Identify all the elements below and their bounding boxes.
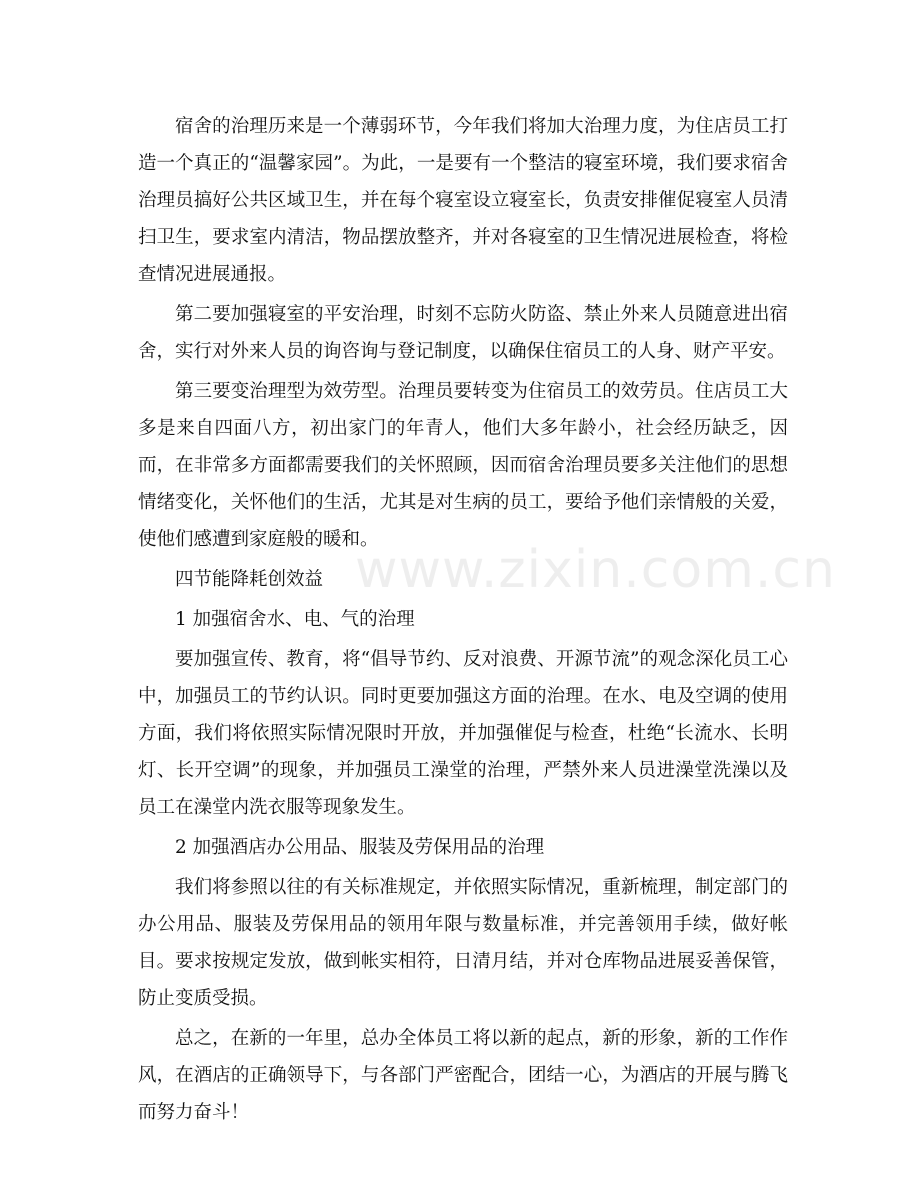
document-body xyxy=(138,108,788,1134)
paragraph-utilities: 要加强宣传、教育，将“倡导节约、反对浪费、开源节流”的观念深化员工心中，加强员工的节约认识。同时更要加强这方面的治理。在水、电及空调的使用方面，我们将依照实际情况限时开放，并加强催促与检查，杜绝“长流水、长明灯、长开空调”的现象，并加强员工澡堂的治理，严禁外来人员进澡堂洗澡以及员工在澡堂内洗衣服等现象发生。 xyxy=(138,649,788,818)
watermark: www.zixin.com.cn xyxy=(355,540,836,600)
section-heading-energy-saving: 四节能降耗创效益 xyxy=(175,569,324,590)
subheading-utilities: 1 加强宿舍水、电、气的治理 xyxy=(175,609,415,630)
subheading-supplies: 2 加强酒店办公用品、服装及劳保用品的治理 xyxy=(175,837,545,858)
paragraph-dormitory-management: 宿舍的治理历来是一个薄弱环节，今年我们将加大治理力度，为住店员工打造一个真正的“温馨家园”。为此，一是要有一个整洁的寝室环境，我们要求宿舍治理员搞好公共区域卫生，并在每个寝室设立寝室长，负责安排催促寝室人员清扫卫生，要求室内清洁，物品摆放整齐，并对各寝室的卫生情况进展检查，将检查情况进展通报。 xyxy=(138,116,788,285)
paragraph-dormitory-safety: 第二要加强寝室的平安治理，时刻不忘防火防盗、禁止外来人员随意进出宿舍，实行对外来人员的询咨询与登记制度，以确保住宿员工的人身、财产平安。 xyxy=(138,304,788,362)
paragraph-service-type: 第三要变治理型为效劳型。治理员要转变为住宿员工的效劳员。住店员工大多是来自四面八方，初出家门的年青人，他们大多年龄小，社会经历缺乏，因而，在非常多方面都需要我们的关怀照顾，因而宿舍治理员要多关注他们的思想情绪变化，关怀他们的生活，尤其是对生病的员工，要给予他们亲情般的关爱，使他们感遭到家庭般的暖和。 xyxy=(138,381,788,550)
paragraph-conclusion: 总之，在新的一年里，总办全体员工将以新的起点，新的形象，新的工作作风，在酒店的正确领导下，与各部门严密配合，团结一心，为酒店的开展与腾飞而努力奋斗！ xyxy=(138,1028,788,1123)
paragraph-supplies: 我们将参照以往的有关标准规定，并依照实际情况，重新梳理，制定部门的办公用品、服装及劳保用品的领用年限与数量标准，并完善领用手续，做好帐目。要求按规定发放，做到帐实相符，日清月结，并对仓库物品进展妥善保管，防止变质受损。 xyxy=(138,877,788,1009)
